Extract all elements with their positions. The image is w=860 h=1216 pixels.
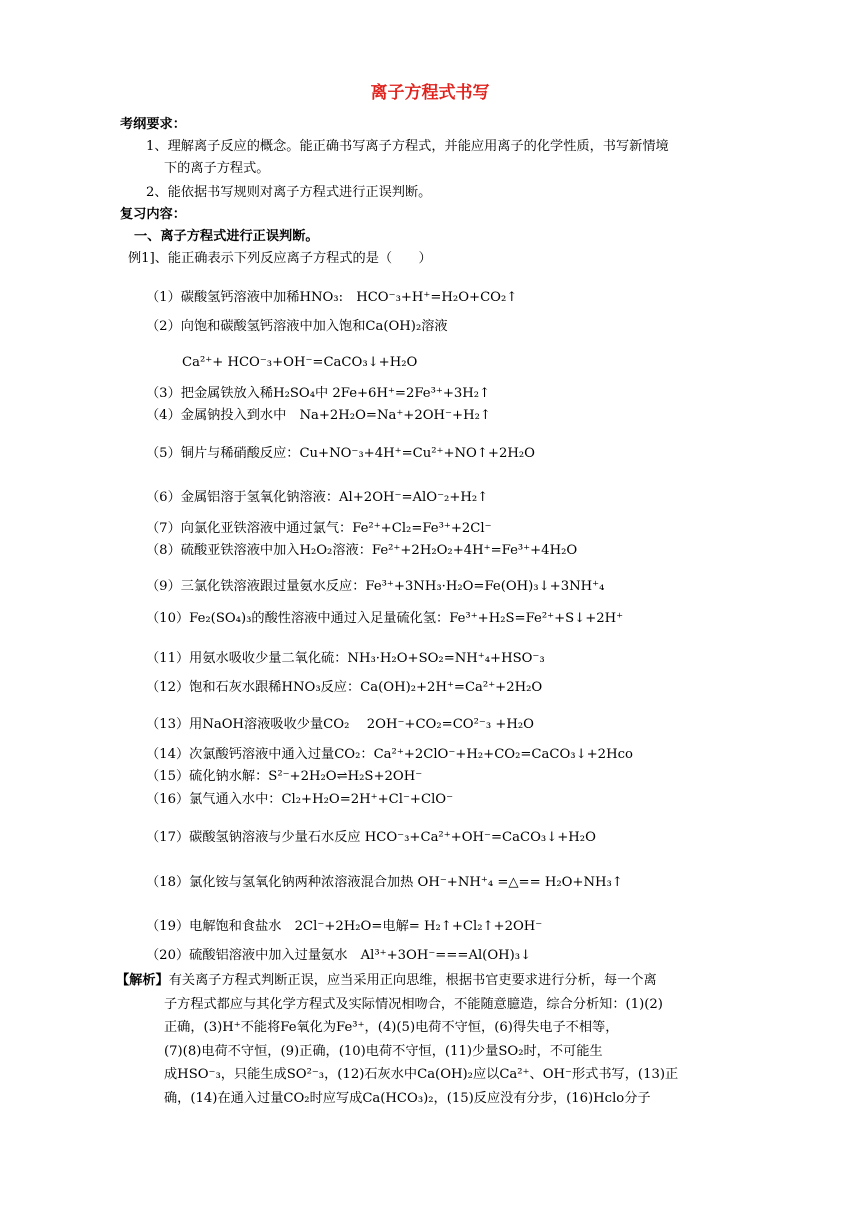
equation-item: （4）金属钠投入到水中 Na+2H₂O=Na⁺+2OH⁻+H₂↑ [146,408,491,423]
equation-item: （18）氯化铵与氢氧化钠两种浓溶液混合加热 OH⁻+NH⁺₄ =△== H₂O+NH₃↑ [146,875,623,890]
equation-item: （20）硫酸铝溶液中加入过量氨水 Al³⁺+3OH⁻===Al(OH)₃↓ [146,948,532,963]
analysis-line: 成HSO⁻₃，只能生成SO²⁻₃，(12)石灰水中Ca(OH)₂应以Ca²⁺、OH⁻形式书写，(13)正 [164,1067,679,1082]
equation-item: （5）铜片与稀硝酸反应：Cu+NO⁻₃+4H⁺=Cu²⁺+NO↑+2H₂O [146,446,535,461]
page-title: 离子方程式书写 [370,83,490,103]
equation-item: Ca²⁺+ HCO⁻₃+OH⁻=CaCO₃↓+H₂O [182,355,418,370]
analysis-line: 子方程式都应与其化学方程式及实际情况相吻合，不能随意臆造，综合分析知：(1)(2) [164,996,663,1012]
equation-item: （11）用氨水吸收少量二氧化硫：NH₃·H₂O+SO₂=NH⁺₄+HSO⁻₃ [146,651,545,666]
syllabus-heading: 考纲要求： [120,117,186,132]
equation-item: （17）碳酸氢钠溶液与少量石水反应 HCO⁻₃+Ca²⁺+OH⁻=CaCO₃↓+H₂O [146,830,596,845]
example-question: 例1]、能正确表示下列反应离子方程式的是（ ） [128,251,432,266]
equation-item: （19）电解饱和食盐水 2Cl⁻+2H₂O=电解= H₂↑+Cl₂↑+2OH⁻ [146,919,543,934]
equation-item: （1）碳酸氢钙溶液中加稀HNO₃: HCO⁻₃+H⁺=H₂O+CO₂↑ [146,290,518,305]
equation-item: （13）用NaOH溶液吸收少量CO₂ 2OH⁻+CO₂=CO²⁻₃ +H₂O [146,717,534,732]
review-heading: 复习内容： [120,207,186,222]
equation-item: （15）硫化钠水解：S²⁻+2H₂O⇌H₂S+2OH⁻ [146,769,423,784]
equation-item: （12）饱和石灰水跟稀HNO₃反应：Ca(OH)₂+2H⁺=Ca²⁺+2H₂O [146,680,543,695]
equation-item: （16）氯气通入水中：Cl₂+H₂O=2H⁺+Cl⁻+ClO⁻ [146,792,454,807]
analysis-line: (7)(8)电荷不守恒，(9)正确，(10)电荷不守恒，(11)少量SO₂时，不可能生 [164,1043,603,1059]
analysis-block [116,969,742,1110]
equation-item: （6）金属铝溶于氢氧化钠溶液：Al+2OH⁻=AlO⁻₂+H₂↑ [146,490,489,505]
section-heading: 一、离子方程式进行正误判断。 [134,229,319,244]
syllabus-item-1-cont: 下的离子方程式。 [164,161,270,176]
analysis-line: 有关离子方程式判断正误，应当采用正向思维，根据书官吏要求进行分析，每一个离 [168,973,657,988]
analysis-line: 正确，(3)H⁺不能将Fe氧化为Fe³⁺，(4)(5)电荷不守恒，(6)得失电子不相等， [164,1020,619,1035]
syllabus-item-1: 1、理解离子反应的概念。能正确书写离子方程式，并能应用离子的化学性质，书写新情境 [146,139,669,154]
analysis-tag: 【解析】 [116,973,169,988]
equation-item: （7）向氯化亚铁溶液中通过氯气：Fe²⁺+Cl₂=Fe³⁺+2Cl⁻ [146,521,492,536]
equation-item: （3）把金属铁放入稀H₂SO₄中 2Fe+6H⁺=2Fe³⁺+3H₂↑ [146,386,491,401]
equation-item: （10）Fe₂(SO₄)₃的酸性溶液中通过入足量硫化氢：Fe³⁺+H₂S=Fe²⁺+S↓+2H⁺ [146,611,624,626]
equation-item: （2）向饱和碳酸氢钙溶液中加入饱和Ca(OH)₂溶液 [146,319,448,334]
equation-item: （8）硫酸亚铁溶液中加入H₂O₂溶液：Fe²⁺+2H₂O₂+4H⁺=Fe³⁺+4H₂O [146,543,578,558]
syllabus-item-2: 2、能依据书写规则对离子方程式进行正误判断。 [146,185,432,200]
equation-item: （14）次氯酸钙溶液中通入过量CO₂：Ca²⁺+2ClO⁻+H₂+CO₂=CaCO₃↓+2Hco [146,747,633,762]
equation-item: （9）三氯化铁溶液跟过量氨水反应：Fe³⁺+3NH₃·H₂O=Fe(OH)₃↓+3NH⁺₄ [146,579,605,594]
analysis-line: 确，(14)在通入过量CO₂时应写成Ca(HCO₃)₂，(15)反应没有分步，(16)Hclo分子 [164,1090,651,1106]
